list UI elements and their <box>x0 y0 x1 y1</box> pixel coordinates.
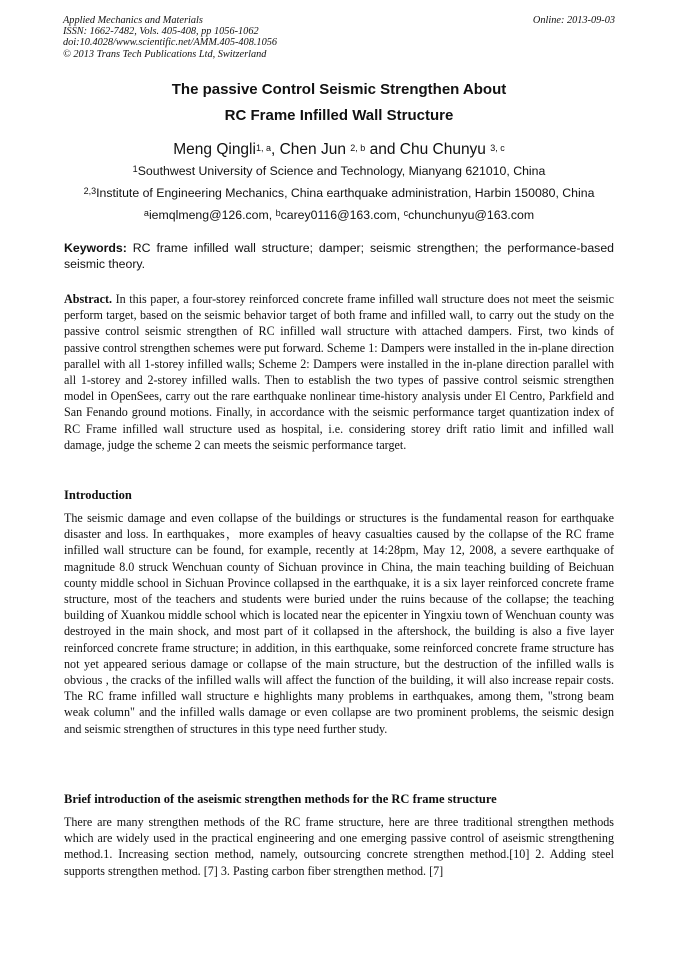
abstract-block <box>64 291 614 453</box>
doi-line: doi:10.4028/www.scientific.net/AMM.405-408.1056 <box>63 37 278 49</box>
affiliation-text: Institute of Engineering Mechanics, China earthquake administration, Harbin 150080, China <box>96 186 595 200</box>
introduction-paragraph: The seismic damage and even collapse of the buildings or structures is the fundamental reason for earthquake disaster and loss. In earthquakes，more examples of heavy casualties caused by the collapse of the RC frame infilled wall structure can be found, for example, recently at 14:28pm, May 12, 2008, a severe earthquake of magnitude 8.0 struck Wenchuan county of Sichuan province in China, the main teaching building of Beichuan county middle school in Sichuan Province collapsed in the earthquake, it is a six layer reinforced concrete frame structure, most of the teachers and students were buried under the ruins because of the collapse; the teaching building of Xuankou middle school which is located near the epicenter in Yingxiu town of Wenchuan county was destroyed in the main shock, and most part of it collapsed in the aftershock, the building is also a five layer reinforced concrete frame structure; in addition, in this earthquake, some reinforced concrete frame structure has not yet appeared serious damage or collapse of the main structure, but the destruction of the infilled walls is obvious , the cracks of the infilled walls will affect the function of the building, it will also increase repair costs. The RC frame infilled wall structure e highlights many problems in earthquakes, among them, "strong beam weak column" and the infilled walls damage or even collapse are two prominent problems, the seismic design and seismic strengthen of structures in this type need further study. <box>64 511 614 736</box>
email-superscript: b <box>275 208 281 218</box>
affiliation-2 <box>30 185 648 201</box>
abstract-text: In this paper, a four-storey reinforced concrete frame infilled wall structure does not meet the seismic perform target, based on the seismic behavior target of both frame and infilled wall, to carry out the study on the passive control seismic strengthen of RC infilled wall structure with attached dampers. First, two kinds of passive control strengthen schemes were put forward. Scheme 1: Dampers were installed in the in-plane direction parallel with all 1-storey infilled walls; Scheme 2: Dampers were installed in the in-plane direction parallel with all 1-storey and 2-storey infilled walls. Then to establish the two types of passive control seismic strengthen model in OpenSees, carry out the rare earthquake nonlinear time-history analysis under El Centro, Parkfield and San Fenando ground motions. Finally, in accordance with the seismic performance target quantization index of RC Frame infilled wall structure used as hospital, i.e. considering storey drift ratio limit and infilled wall damage, judge the scheme 2 can meets the seismic performance target. <box>64 292 614 452</box>
issn-line: ISSN: 1662-7482, Vols. 405-408, pp 1056-1062 <box>63 26 259 38</box>
author-list <box>40 140 638 160</box>
email-address[interactable]: chunchunyu@163.com <box>408 208 535 222</box>
author-superscript: 1, a <box>255 143 271 153</box>
affiliation-text: Southwest University of Science and Technology, Mianyang 621010, China <box>137 164 546 178</box>
author-superscript: 2, b <box>350 143 366 153</box>
journal-header <box>63 15 277 60</box>
introduction-heading: Introduction <box>64 488 132 502</box>
email-separator: , <box>396 208 404 222</box>
keywords-text: RC frame infilled wall structure; damper; seismic strengthen; the performance-based seismic theory. <box>64 241 614 271</box>
keywords-block <box>64 240 614 272</box>
email-superscript: a <box>143 208 149 218</box>
brief-intro-heading: Brief introduction of the aseismic strengthen methods for the RC frame structure <box>64 792 497 806</box>
affiliation-superscript: 1 <box>132 164 138 174</box>
affiliation-superscript: 2,3 <box>83 186 97 196</box>
author-separator: , <box>270 141 280 158</box>
email-address[interactable]: iemqlmeng@126.com <box>148 208 269 222</box>
abstract-label: Abstract. <box>64 292 113 306</box>
email-address[interactable]: carey0116@163.com <box>280 208 397 222</box>
brief-intro-paragraph: There are many strengthen methods of the RC frame structure, here are three traditional strengthen methods which are widely used in the practical engineering and one emerging passive control of aseismic strengthening method.1. Increasing section method, namely, outsourcing concrete strengthen method.[10] 2. Adding steel supports strengthen method. [7] 3. Pasting carbon fiber strengthen method. [7] <box>64 815 614 878</box>
author-name: Chu Chunyu <box>399 141 491 158</box>
email-separator: , <box>268 208 276 222</box>
online-date: Online: 2013-09-03 <box>532 15 615 26</box>
email-superscript: c <box>403 208 409 218</box>
copyright-line: © 2013 Trans Tech Publications Ltd, Switzerland <box>63 48 267 60</box>
affiliation-1 <box>30 163 648 179</box>
author-name: Meng Qingli <box>173 141 256 158</box>
author-separator: and <box>365 141 400 158</box>
paper-title-line-1: The passive Control Seismic Strengthen About <box>171 81 507 98</box>
email-line <box>30 207 648 223</box>
keywords-label: Keywords: <box>64 241 127 255</box>
paper-title-line-2: RC Frame Infilled Wall Structure <box>224 107 454 124</box>
author-name: Chen Jun <box>279 141 351 158</box>
author-superscript: 3, c <box>490 143 505 153</box>
journal-name: Applied Mechanics and Materials <box>63 15 203 26</box>
